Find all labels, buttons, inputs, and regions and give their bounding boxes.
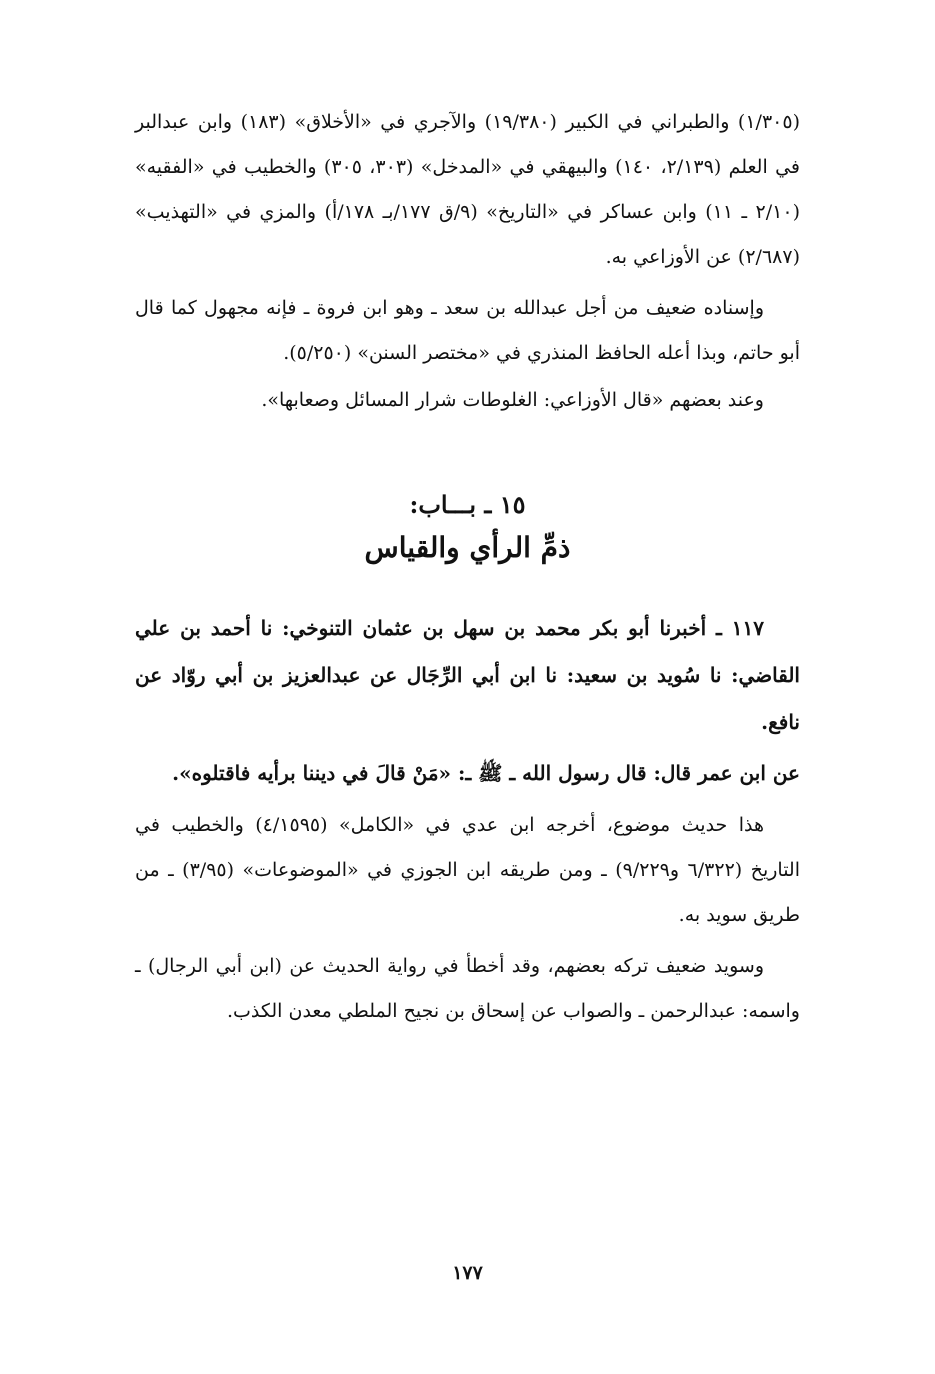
book-page-body (135, 100, 800, 1034)
chapter-number: ١٥ ـ بـــاب: (409, 490, 526, 519)
grading-note: هذا حديث موضوع، أخرجه ابن عدي في «الكامل» (٤/١٥٩٥) والخطيب في التاريخ (٦/٣٢٢ و٩/٢٢٩) ـ ومن طريقه ابن الجوزي في «الموضوعات» (٣/٩٥) ـ من طريق سويد به. (135, 814, 800, 926)
hadith-text: عن ابن عمر قال: قال رسول الله ـ ﷺ ـ: «مَنْ قالَ في ديننا برأيه فاقتلوه». (172, 761, 800, 785)
chapter-title: ذمِّ الرأي والقياس (364, 531, 571, 564)
page-number: ١٧٧ (452, 1262, 483, 1284)
citation-paragraph: (١/٣٠٥) والطبراني في الكبير (١٩/٣٨٠) والآجري في «الأخلاق» (١٨٣) وابن عبدالبر في العلم (٢/١٣٩، ١٤٠) والبيهقي في «المدخل» (٣٠٣، ٣٠٥) والخطيب في «الفقيه» (٢/١٠ ـ ١١) وابن عساكر في «التاريخ» (٩/ق ١٧٧/بـ ١٧٨/أ) والمزي في «التهذيب» (٢/٦٨٧) عن الأوزاعي به. (135, 111, 801, 268)
awzai-quote-paragraph: وعند بعضهم «قال الأوزاعي: الغلوطات شرار المسائل وصعابها». (261, 389, 764, 411)
hadith-chain: ١١٧ ـ أخبرنا أبو بكر محمد بن سهل بن عثمان التنوخي: نا أحمد بن علي القاضي: نا سُويد بن سعيد: نا ابن أبي الرِّجَال عن عبدالعزيز بن أبي روّاد عن نافع. (135, 616, 800, 734)
narrator-note: وسويد ضعيف تركه بعضهم، وقد أخطأ في رواية الحديث عن (ابن أبي الرجال) ـ واسمه: عبدالرحمن ـ والصواب عن إسحاق بن نجيح الملطي معدن الكذب. (135, 955, 800, 1022)
chapter-heading (135, 485, 800, 571)
isnad-weakness-paragraph: وإسناده ضعيف من أجل عبدالله بن سعد ـ وهو ابن فروة ـ فإنه مجهول كما قال أبو حاتم، وبذا أعله الحافظ المنذري في «مختصر السنن» (٥/٢٥٠). (135, 297, 800, 364)
